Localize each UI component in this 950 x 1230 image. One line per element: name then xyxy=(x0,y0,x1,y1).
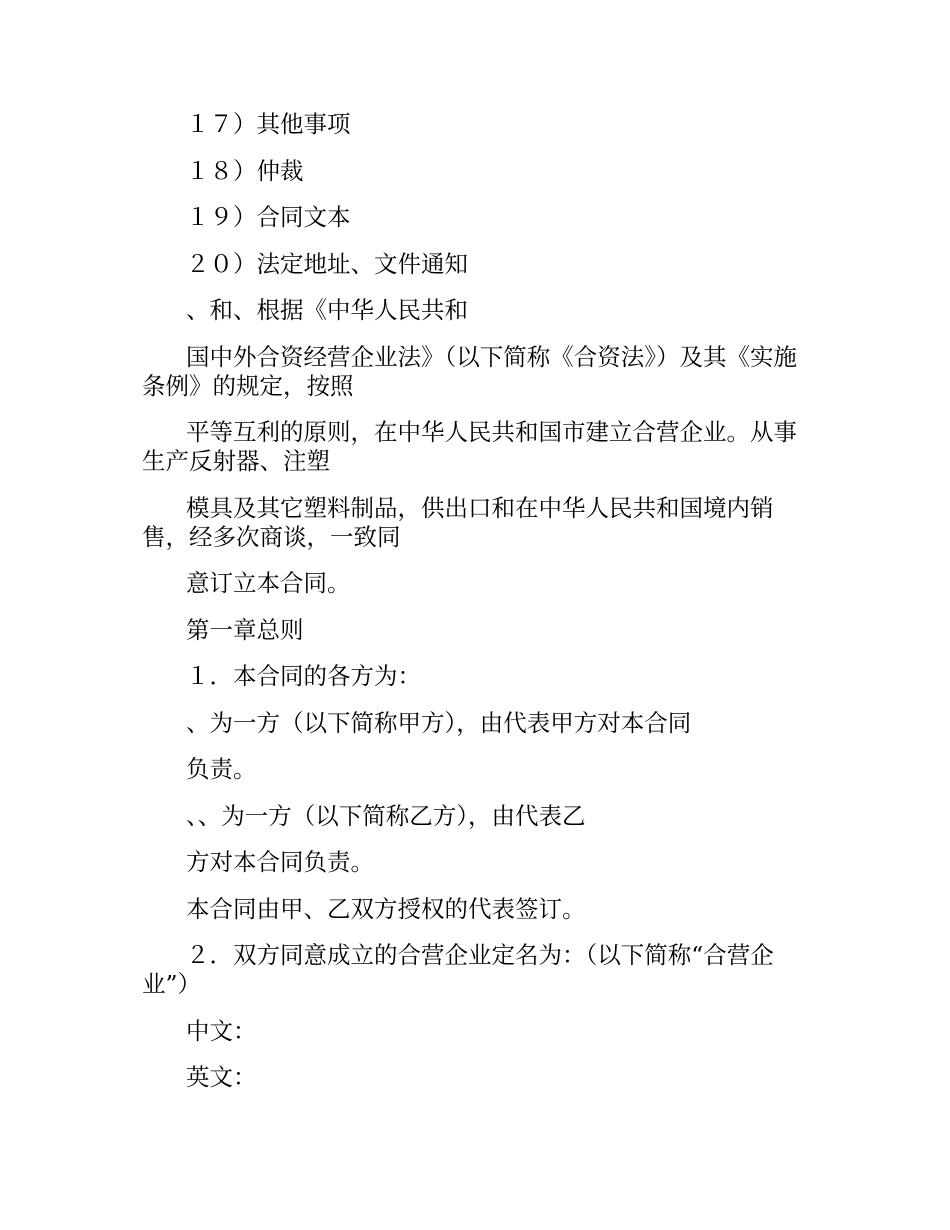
article-1-heading: １．本合同的各方为： xyxy=(186,662,421,690)
party-b-line-1: 、、为一方（以下简称乙方），由代表乙 xyxy=(186,801,586,830)
english-name-label: 英文： xyxy=(186,1063,257,1091)
paragraph-preamble-1: 、和、根据《中华人民共和 xyxy=(186,296,468,324)
paragraph-item-18: １８）仲裁 xyxy=(186,156,304,185)
paragraph-preamble-2: 国中外合资经营企业法》（以下简称《合资法》）及其《实施条例》的规定，按照 xyxy=(142,342,797,400)
paragraph-preamble-5: 意订立本合同。 xyxy=(186,569,351,597)
party-b-line-2: 方对本合同负责。 xyxy=(186,848,374,876)
paragraph-item-19: １９）合同文本 xyxy=(186,203,351,231)
chinese-name-label: 中文： xyxy=(186,1016,257,1045)
document-body xyxy=(142,110,808,1110)
paragraph-item-20: ２０）法定地址、文件通知 xyxy=(186,249,468,278)
article-2-text: ２．双方同意成立的合营企业定名为：（以下简称“合营企业”） xyxy=(142,941,774,998)
signing-statement: 本合同由甲、乙双方授权的代表签订。 xyxy=(186,894,586,923)
paragraph-preamble-4: 模具及其它塑料制品，供出口和在中华人民共和国境内销售，经多次商谈，一致同 xyxy=(142,493,774,551)
paragraph-preamble-3: 平等互利的原则，在中华人民共和国市建立合营企业。从事生产反射器、注塑 xyxy=(142,418,797,475)
party-a-line-1: 、为一方（以下简称甲方），由代表甲方对本合同 xyxy=(186,708,692,737)
paragraph-item-17: １７）其他事项 xyxy=(186,110,351,138)
chapter-heading: 第一章总则 xyxy=(186,615,304,644)
party-a-line-2: 负责。 xyxy=(186,755,257,783)
